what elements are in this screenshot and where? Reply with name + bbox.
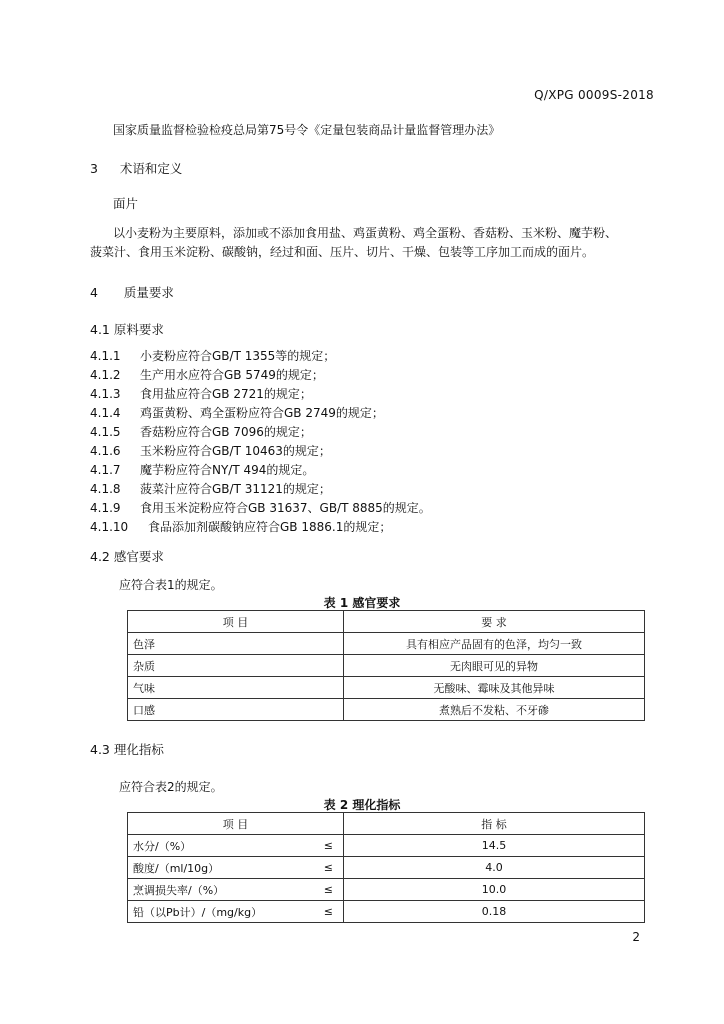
clause-4-1-7 bbox=[90, 461, 314, 478]
table-row bbox=[128, 879, 645, 901]
clause-text: 食品添加剂碳酸钠应符合GB 1886.1的规定； bbox=[148, 520, 392, 534]
clause-text: 鸡蛋黄粉、鸡全蛋粉应符合GB 2749的规定； bbox=[140, 406, 384, 420]
clause-number: 4.1.2 bbox=[90, 368, 121, 382]
row-operator: ≤ bbox=[308, 835, 344, 857]
clause-text: 菠菜汁应符合GB/T 31121的规定； bbox=[140, 482, 331, 496]
clause-number: 4.1.3 bbox=[90, 387, 121, 401]
section-3-heading bbox=[90, 159, 182, 177]
clause-text: 香菇粉应符合GB 7096的规定； bbox=[140, 425, 312, 439]
table-row bbox=[128, 835, 645, 857]
row-operator: ≤ bbox=[308, 901, 344, 923]
clause-text: 小麦粉应符合GB/T 1355等的规定； bbox=[140, 349, 336, 363]
clause-4-1-1 bbox=[90, 347, 335, 364]
table-2-reference: 应符合表2的规定。 bbox=[119, 780, 223, 794]
section-3-title: 术语和定义 bbox=[119, 161, 183, 176]
clause-number: 4.1.9 bbox=[90, 501, 121, 515]
table-row bbox=[128, 677, 645, 699]
table-row bbox=[128, 633, 645, 655]
row-item: 酸度/（ml/10g） bbox=[128, 857, 308, 879]
clause-4-1-6 bbox=[90, 442, 331, 459]
row-value: 14.5 bbox=[344, 835, 645, 857]
term-title: 面片 bbox=[113, 196, 139, 211]
table-row bbox=[128, 857, 645, 879]
table-header-row bbox=[128, 813, 645, 835]
table-row bbox=[128, 901, 645, 923]
definition-line-1: 以小麦粉为主要原料，添加或不添加食用盐、鸡蛋黄粉、鸡全蛋粉、香菇粉、玉米粉、魔芋粉、 bbox=[113, 226, 618, 240]
row-value: 10.0 bbox=[344, 879, 645, 901]
standard-code: Q/XPG 0009S-2018 bbox=[534, 88, 654, 102]
row-item: 杂质 bbox=[128, 655, 344, 677]
clause-text: 玉米粉应符合GB/T 10463的规定； bbox=[140, 444, 331, 458]
clause-text: 魔芋粉应符合NY/T 494的规定。 bbox=[140, 463, 315, 477]
row-item: 口感 bbox=[128, 699, 344, 721]
clause-4-1-8 bbox=[90, 480, 331, 497]
row-item: 水分/（%） bbox=[128, 835, 308, 857]
clause-number: 4.1.4 bbox=[90, 406, 121, 420]
definition-line-2: 菠菜汁、食用玉米淀粉、碳酸钠，经过和面、压片、切片、干燥、包装等工序加工而成的面片。 bbox=[90, 245, 595, 259]
clause-number: 4.1.1 bbox=[90, 349, 121, 363]
clause-number: 4.1.5 bbox=[90, 425, 121, 439]
row-item: 色泽 bbox=[128, 633, 344, 655]
table-1-reference: 应符合表1的规定。 bbox=[119, 578, 223, 592]
section-4-1-heading: 4.1 原料要求 bbox=[90, 322, 164, 337]
sensory-table bbox=[127, 610, 645, 721]
clause-number: 4.1.8 bbox=[90, 482, 121, 496]
row-value: 4.0 bbox=[344, 857, 645, 879]
clause-text: 食用盐应符合GB 2721的规定； bbox=[140, 387, 312, 401]
intro-continuation: 国家质量监督检验检疫总局第75号令《定量包装商品计量监督管理办法》 bbox=[113, 123, 501, 137]
section-3-number: 3 bbox=[90, 161, 98, 176]
table-row bbox=[128, 655, 645, 677]
column-header-index: 指 标 bbox=[344, 813, 645, 835]
column-header-item: 项 目 bbox=[128, 813, 344, 835]
row-requirement: 无肉眼可见的异物 bbox=[344, 655, 645, 677]
table-header-row bbox=[128, 611, 645, 633]
clause-4-1-5 bbox=[90, 423, 312, 440]
section-4-title: 质量要求 bbox=[123, 285, 174, 300]
row-item: 铅（以Pb计）/（mg/kg） bbox=[128, 901, 308, 923]
section-4-2-heading: 4.2 感官要求 bbox=[90, 549, 164, 564]
row-operator: ≤ bbox=[308, 879, 344, 901]
physicochemical-table bbox=[127, 812, 645, 923]
clause-4-1-3 bbox=[90, 385, 312, 402]
row-item: 气味 bbox=[128, 677, 344, 699]
table-row bbox=[128, 699, 645, 721]
clause-text: 食用玉米淀粉应符合GB 31637、GB/T 8885的规定。 bbox=[140, 501, 431, 515]
section-4-3-heading: 4.3 理化指标 bbox=[90, 742, 164, 757]
row-requirement: 煮熟后不发粘、不牙碜 bbox=[344, 699, 645, 721]
clause-text: 生产用水应符合GB 5749的规定； bbox=[140, 368, 324, 382]
page-number: 2 bbox=[632, 930, 640, 944]
section-4-heading bbox=[90, 283, 174, 301]
clause-number: 4.1.6 bbox=[90, 444, 121, 458]
column-header-requirement: 要 求 bbox=[344, 611, 645, 633]
clause-4-1-9 bbox=[90, 499, 431, 516]
row-requirement: 无酸味、霉味及其他异味 bbox=[344, 677, 645, 699]
table-2-caption: 表 2 理化指标 bbox=[323, 798, 401, 812]
clause-number: 4.1.7 bbox=[90, 463, 121, 477]
column-header-item: 项 目 bbox=[128, 611, 344, 633]
row-operator: ≤ bbox=[308, 857, 344, 879]
clause-number: 4.1.10 bbox=[90, 520, 129, 534]
clause-4-1-2 bbox=[90, 366, 324, 383]
row-requirement: 具有相应产品固有的色泽，均匀一致 bbox=[344, 633, 645, 655]
table-1-caption: 表 1 感官要求 bbox=[323, 596, 401, 610]
row-value: 0.18 bbox=[344, 901, 645, 923]
clause-4-1-4 bbox=[90, 404, 384, 421]
clause-4-1-10 bbox=[90, 518, 391, 535]
row-item: 烹调损失率/（%） bbox=[128, 879, 308, 901]
section-4-number: 4 bbox=[90, 285, 98, 300]
